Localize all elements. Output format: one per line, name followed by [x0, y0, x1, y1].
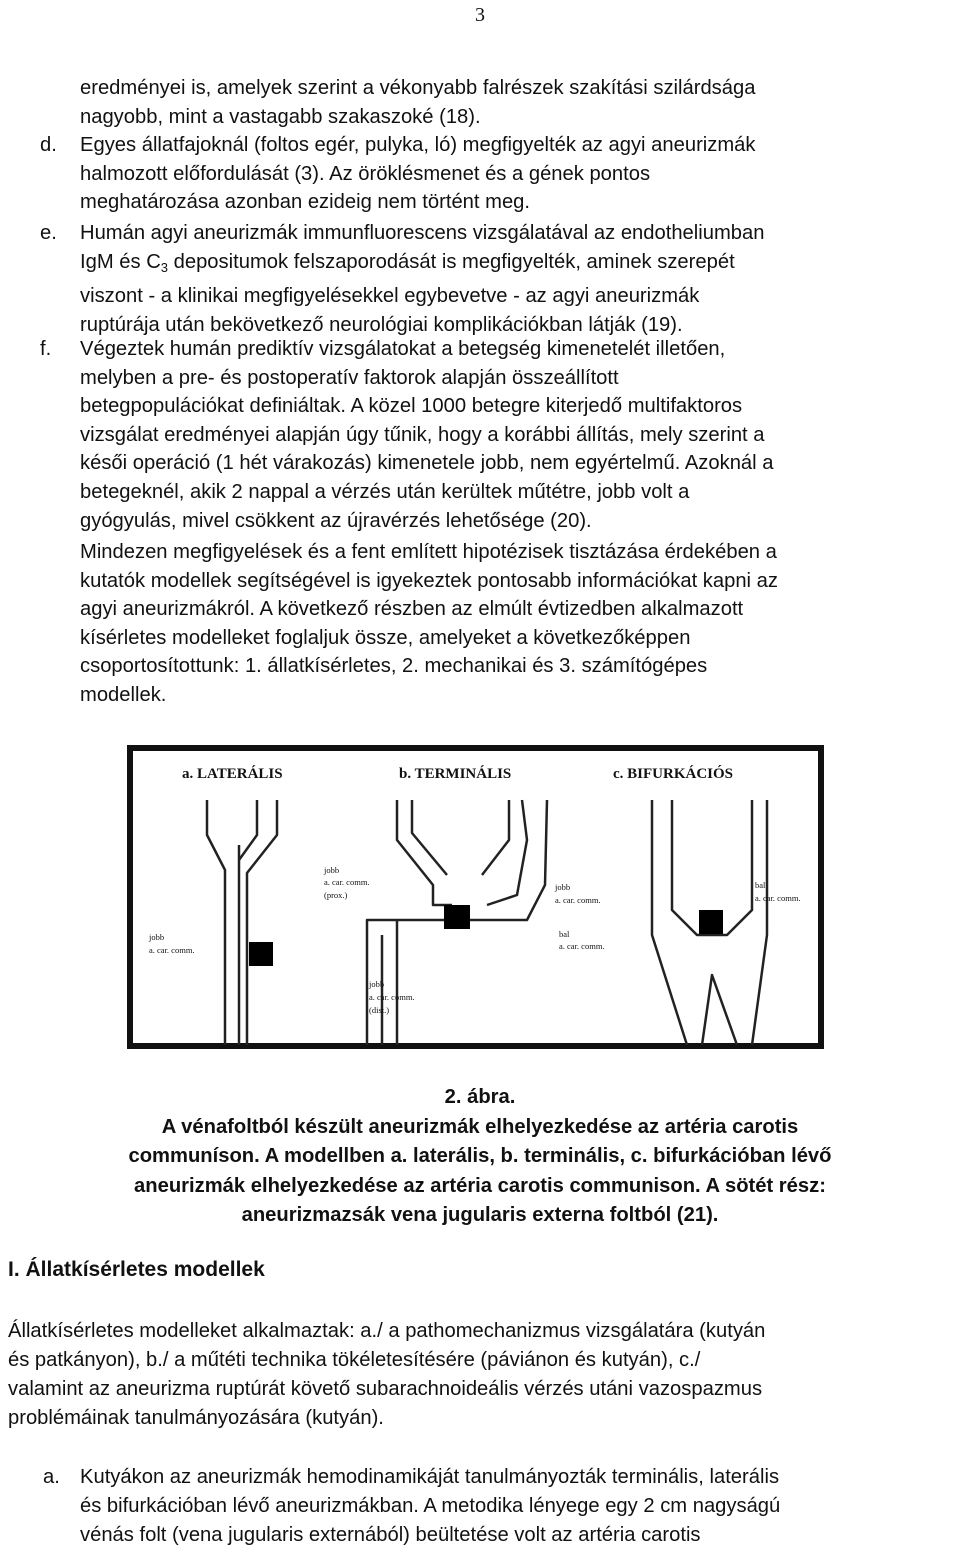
- text-line: csoportosítottunk: 1. állatkísérletes, 2. mechanikai és 3. számítógépes: [80, 655, 708, 678]
- text-line: [80, 248, 960, 283]
- text-line: nagyobb, mint a vastagabb szakaszoké (18).: [80, 105, 481, 128]
- text-line: vénás folt (vena jugularis externából) beültetése volt az artéria carotis: [80, 1524, 701, 1546]
- text-line: viszont - a klinikai megfigyelésekkel egybevetve - az agyi aneurizmák: [80, 285, 700, 308]
- intro-paragraph: [0, 74, 960, 131]
- label-b-bot-qual: (dist.): [369, 1005, 390, 1015]
- list-item-e: [0, 219, 960, 339]
- text-line: kutatók modellek segítségével is igyekeztek pontosabb információkat kapni az: [80, 569, 778, 592]
- caption-line: aneurizmazsák vena jugularis externa foltból (21).: [241, 1204, 719, 1226]
- list-label: e.: [40, 222, 57, 244]
- body-paragraph: [8, 1317, 953, 1433]
- panel-a-title: a. LATERÁLIS: [182, 766, 283, 782]
- label-b-bot-side: jobb: [369, 979, 385, 989]
- text-line: modellek.: [80, 683, 167, 706]
- aneurysm-sac-b: [444, 905, 470, 929]
- text-line: Mindezen megfigyelések és a fent említett hipotézisek tisztázása érdekében a: [80, 541, 777, 563]
- text-line: Végeztek humán prediktív vizsgálatokat a betegség kimenetelét illetően,: [80, 338, 726, 360]
- text-line: ruptúrája után bekövetkező neurológiai komplikációkban látják (19).: [80, 313, 683, 336]
- text-line: melyben a pre- és postoperatív faktorok alapján összeállított: [80, 366, 619, 389]
- label-a-side: jobb: [149, 932, 165, 942]
- text-line: késői operáció (1 hét várakozás) kimenetele jobb, nem egyértelmű. Azoknál a: [80, 452, 774, 475]
- label-b-top-vessel: a. car. comm.: [324, 877, 370, 887]
- text-line: vizsgálat eredményei alapján úgy tűnik, hogy a korábbi állítás, mely szerint a: [80, 423, 765, 446]
- text-line: betegpopulációkat definiáltak. A közel 1000 betegre kiterjedő multifaktoros: [80, 395, 743, 418]
- text-line: problémáinak tanulmányozására (kutyán).: [8, 1407, 384, 1429]
- text-line: és patkányon), b./ a műtéti technika tökéletesítésére (páviánon és kutyán), c./: [8, 1349, 701, 1371]
- aneurysm-sac-c: [699, 910, 723, 934]
- text-line: Egyes állatfajoknál (foltos egér, pulyka, ló) megfigyelték az agyi aneurizmák: [80, 134, 756, 156]
- label-b-bot-vessel: a. car. comm.: [369, 992, 415, 1002]
- text-line: Humán agyi aneurizmák immunfluorescens vizsgálatával az endotheliumban: [80, 222, 765, 244]
- subscript: 3: [160, 259, 169, 275]
- label-b-top-side: jobb: [324, 865, 340, 875]
- text-line: betegeknél, akik 2 nappal a vérzés után kerültek műtétre, jobb volt a: [80, 480, 690, 503]
- text-line: gyógyulás, mivel csökkent az újravérzés lehetősége (20).: [80, 509, 592, 532]
- text-line: valamint az aneurizma ruptúrát követő subarachnoideális vérzés utáni vazospazmus: [8, 1378, 763, 1400]
- figure-number: 2. ábra.: [444, 1086, 516, 1108]
- caption-line: communíson. A modellben a. laterális, b. terminális, c. bifurkációban lévő: [128, 1145, 832, 1167]
- caption-line: A vénafoltból készült aneurizmák elhelyezkedése az artéria carotis: [161, 1115, 799, 1138]
- text-line: halmozott előfordulását (3). Az öröklésmenet és a gének pontos: [80, 162, 651, 185]
- text-line: Állatkísérletes modelleket alkalmaztak: a./ a pathomechanizmus vizsgálatára (kutyán: [8, 1320, 766, 1342]
- label-c-left-vessel: a. car. comm.: [555, 895, 601, 905]
- label-b-mid-side: bal: [559, 929, 570, 939]
- section-heading: I. Állatkísérletes modellek: [8, 1258, 265, 1281]
- caption-line: aneurizmák elhelyezkedése az artéria carotis communison. A sötét rész:: [134, 1174, 826, 1197]
- summary-paragraph: [0, 538, 960, 710]
- page-number: 3: [475, 4, 485, 26]
- list-item-d: [0, 131, 960, 217]
- figure-caption: [0, 1083, 960, 1231]
- text-line: agyi aneurizmákról. A következő részben az elmúlt évtizedben alkalmazott: [80, 598, 744, 621]
- list-label: f.: [40, 338, 52, 360]
- label-b-top-qual: (prox.): [324, 890, 348, 900]
- text-line: eredményei is, amelyek szerint a vékonyabb falrészek szakítási szilárdsága: [80, 77, 756, 99]
- text-line: Kutyákon az aneurizmák hemodinamikáját tanulmányozták terminális, laterális: [80, 1466, 780, 1488]
- panel-c-title: c. BIFURKÁCIÓS: [613, 766, 734, 782]
- label-c-right-side: bal: [755, 880, 766, 890]
- label-b-mid-vessel: a. car. comm.: [559, 941, 605, 951]
- panel-b-title: b. TERMINÁLIS: [399, 766, 512, 782]
- figure-frame: [130, 748, 821, 1046]
- aneurysm-model-figure: [127, 745, 824, 1049]
- aneurysm-sac-a: [249, 942, 273, 966]
- list-label: d.: [40, 134, 57, 156]
- text-run: depositumok felszaporodását is megfigyelték, aminek szerepét: [168, 250, 735, 273]
- list-item-a: [0, 1463, 960, 1550]
- label-c-left-side: jobb: [555, 882, 571, 892]
- label-c-right-vessel: a. car. comm.: [755, 893, 801, 903]
- text-line: és bifurkációban lévő aneurizmákban. A metodika lényege egy 2 cm nagyságú: [80, 1495, 781, 1517]
- text-line: kísérletes modelleket foglaljuk össze, amelyeket a következőképpen: [80, 626, 691, 649]
- text-line: meghatározása azonban ezideig nem történt meg.: [80, 191, 531, 214]
- list-label: a.: [43, 1466, 60, 1488]
- text-run: IgM és C: [80, 250, 161, 273]
- label-a-vessel: a. car. comm.: [149, 945, 195, 955]
- list-item-f: [0, 335, 960, 535]
